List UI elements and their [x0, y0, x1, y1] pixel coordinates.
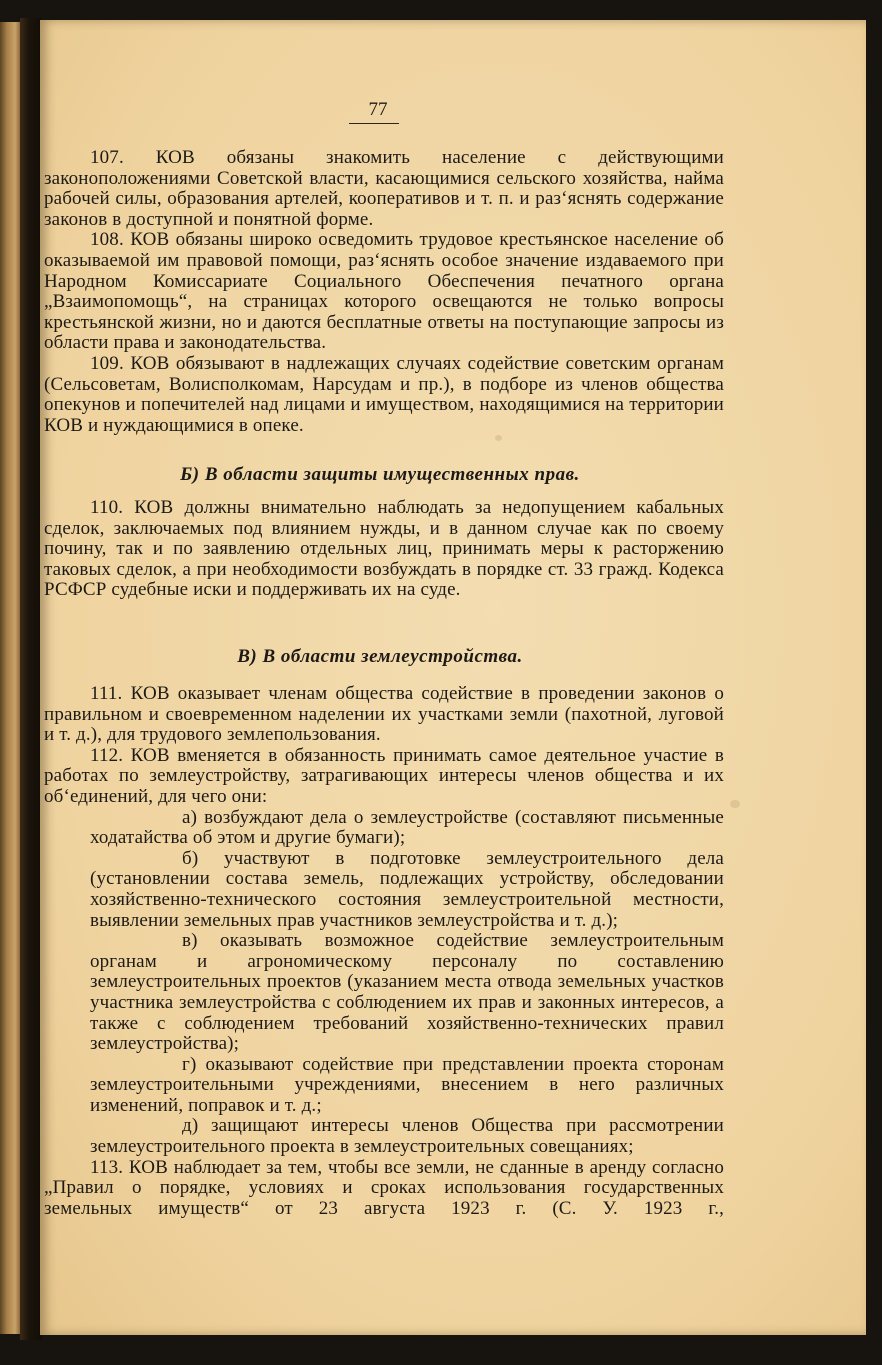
- book-spine: [20, 18, 42, 1340]
- clause-g: г) оказывают содействие при представлении проекта сторонам землеустроительными учреждениями, внесением в него различных изменений, поправок и т. д.;: [90, 1053, 724, 1116]
- section-heading-b: Б) В области защиты имущественных прав.: [180, 464, 580, 485]
- book-page: [40, 20, 866, 1335]
- paragraph-108: 108. КОВ обязаны широко осведомить трудовое крестьянское население об оказываемой им правовой помощи, раз‘яснять особое значение издаваемого при Народном Комиссариате Социального Обеспечения печатного органа „Взаимопомощь“, на страницах которого освещаются не только вопросы крестьянской жизни, но и даются бесплатные ответы на поступающие запросы из области права и законодательства.: [44, 229, 724, 354]
- clause-b: б) участвуют в подготовке землеустроительного дела (установлении состава земель, подлежащих устройству, обследовании хозяйственно-технического состояния землеустроительной местности, выявлении земельных прав участников землеустройства и т. д.);: [90, 847, 724, 931]
- section-v-text: [44, 684, 724, 1219]
- page-number: 77: [368, 99, 388, 120]
- paragraph-110: 110. КОВ должны внимательно наблюдать за недопущением кабальных сделок, заключаемых под влиянием нужды, и в данном случае как по своему почину, так и по заявлению отдельных лиц, принимать меры к расторжению таковых сделок, а при необходимости возбуждать в порядке ст. 33 гражд. Кодекса РСФСР судебные иски и поддерживать их на суде.: [44, 497, 724, 601]
- paragraph-113: 113. КОВ наблюдает за тем, чтобы все земли, не сданные в аренду согласно „Правил о порядке, условиях и сроках использования государственных земельных имуществ“ от 23 августа 1923 г. (С. У. 1923 г.,: [44, 1156, 724, 1219]
- paragraph-107: 107. КОВ обязаны знакомить население с действующими законоположениями Советской власти, касающимися сельского хозяйства, найма рабочей силы, образования артелей, кооперативов и т. п. и раз‘яснять содержание законов в доступной и понятной форме.: [44, 147, 724, 230]
- clause-v: в) оказывать возможное содействие землеустроительным органам и агрономическому персоналу по составлению землеустроительных проектов (указанием места отвода земельных участков участника землеустройства с соблюдением их прав и законных интересов, а также с соблюдением требований хозяйственно-технических правил землеустройства);: [90, 930, 724, 1055]
- clause-a: а) возбуждают дела о землеустройстве (составляют письменные ходатайства об этом и другие бумаги);: [90, 806, 724, 849]
- paragraph-112: 112. КОВ вменяется в обязанность принимать самое деятельное участие в работах по землеустройству, затрагивающих интересы членов общества и их об‘единений, для чего они:: [44, 744, 724, 807]
- paper-stain: [730, 800, 740, 808]
- clause-d: д) защищают интересы членов Общества при рассмотрении землеустроительного проекта в землеустроительных совещаниях;: [90, 1115, 724, 1158]
- section-b-text: [44, 498, 724, 601]
- paragraph-111: 111. КОВ оказывает членам общества содействие в проведении законов о правильном и своевременном наделении их участками земли (пахотной, луговой и т. д.), для трудового землепользования.: [44, 683, 724, 746]
- adjacent-page-edge: [0, 22, 20, 1334]
- paragraph-109: 109. КОВ обязывают в надлежащих случаях содействие советским органам (Сельсоветам, Волисполкомам, Нарсудам и пр.), в подборе из членов общества опекунов и попечителей над лицами и имуществом, находящимися на территории КОВ и нуждающимися в опеке.: [44, 352, 724, 436]
- section-a-text: [44, 148, 724, 436]
- page-number-underline: [349, 123, 399, 124]
- section-heading-v: В) В области землеустройства.: [237, 646, 523, 667]
